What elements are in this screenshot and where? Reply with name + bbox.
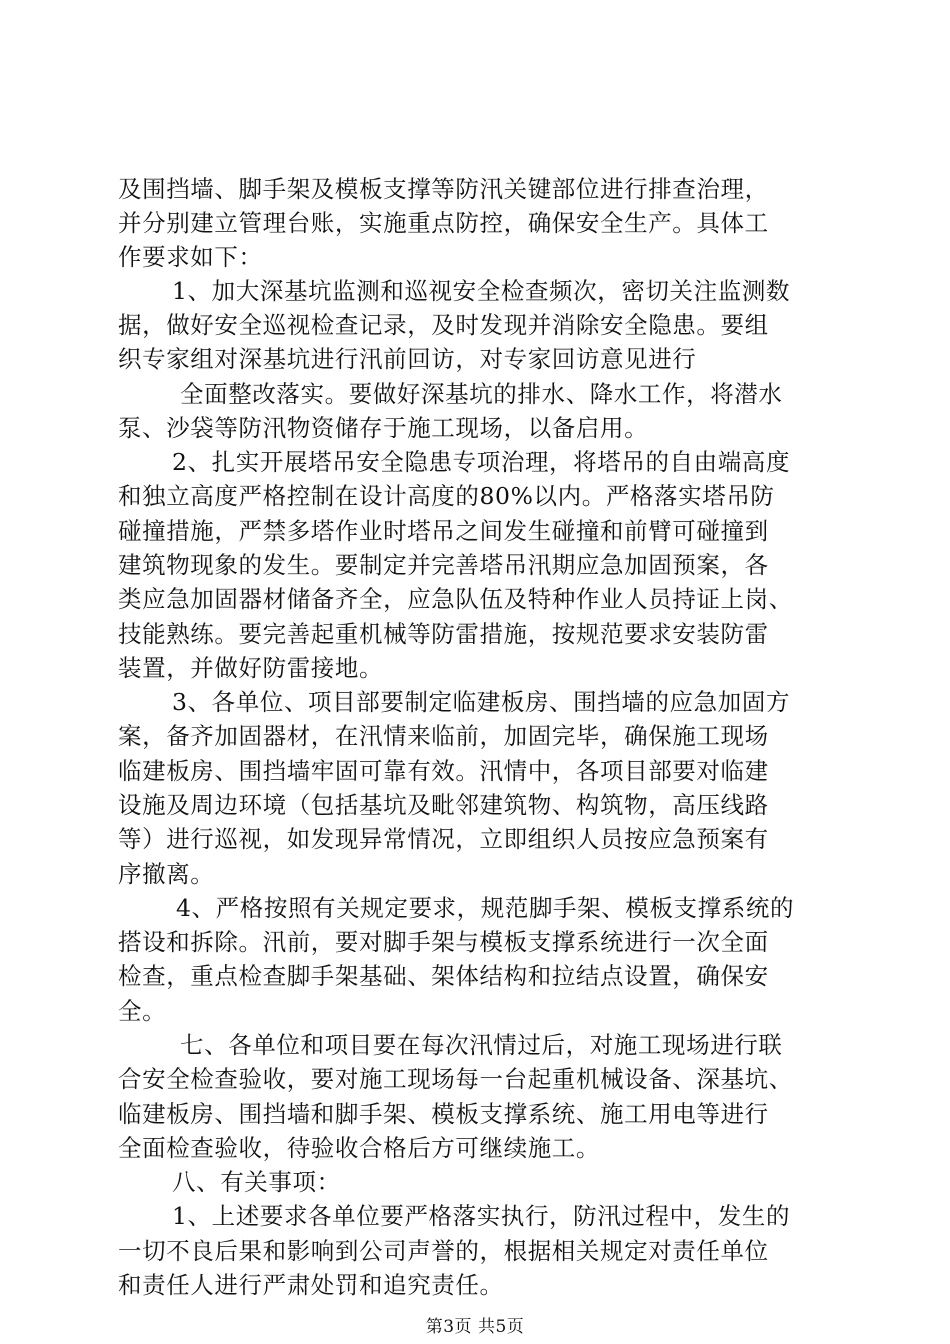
text-line: 及围挡墙、脚手架及模板支撑等防汛关键部位进行排查治理， <box>118 175 769 203</box>
text-line: 和独立高度严格控制在设计高度的80%以内。严格落实塔吊防 <box>118 482 775 510</box>
text-line: 检查，重点检查脚手架基础、架体结构和拉结点设置，确保安 <box>118 962 769 990</box>
text-line: 1、上述要求各单位要严格落实执行，防汛过程中，发生的 <box>172 1202 791 1230</box>
page-footer: 第3页 共5页 <box>425 1317 525 1337</box>
text-line: 织专家组对深基坑进行汛前回访，对专家回访意见进行 <box>118 345 697 373</box>
text-line: 合安全检查验收，要对施工现场每一台起重机械设备、深基坑、 <box>118 1065 793 1093</box>
text-line: 作要求如下： <box>118 243 263 271</box>
text-line: 临建板房、围挡墙和脚手架、模板支撑系统、施工用电等进行 <box>118 1100 769 1128</box>
text-line: 七、各单位和项目要在每次汛情过后，对施工现场进行联 <box>180 1031 783 1059</box>
text-line: 搭设和拆除。汛前，要对脚手架与模板支撑系统进行一次全面 <box>118 928 769 956</box>
text-line: 据，做好安全巡视检查记录，及时发现并消除安全隐患。要组 <box>118 311 769 339</box>
text-line: 序撤离。 <box>118 860 215 888</box>
text-line: 全面检查验收，待验收合格后方可继续施工。 <box>118 1134 600 1162</box>
text-line: 泵、沙袋等防汛物资储存于施工现场，以备启用。 <box>118 414 649 442</box>
text-line: 案，备齐加固器材，在汛情来临前，加固完毕，确保施工现场 <box>118 722 769 750</box>
text-line: 1、加大深基坑监测和巡视安全检查频次，密切关注监测数 <box>172 277 791 305</box>
text-line: 技能熟练。要完善起重机械等防雷措施，按规范要求安装防雷 <box>118 620 769 648</box>
text-line: 临建板房、围挡墙牢固可靠有效。汛情中，各项目部要对临建 <box>118 757 769 785</box>
text-line: 3、各单位、项目部要制定临建板房、围挡墙的应急加固方 <box>172 688 791 716</box>
text-line: 等）进行巡视，如发现异常情况，立即组织人员按应急预案有 <box>118 825 769 853</box>
text-line: 建筑物现象的发生。要制定并完善塔吊汛期应急加固预案，各 <box>118 551 769 579</box>
text-line: 并分别建立管理台账，实施重点防控，确保安全生产。具体工 <box>118 209 769 237</box>
text-line: 八、有关事项： <box>172 1168 341 1196</box>
text-line: 碰撞措施，严禁多塔作业时塔吊之间发生碰撞和前臂可碰撞到 <box>118 517 769 545</box>
text-line: 一切不良后果和影响到公司声誉的，根据相关规定对责任单位 <box>118 1237 769 1265</box>
text-line: 装置，并做好防雷接地。 <box>118 654 384 682</box>
text-line: 和责任人进行严肃处罚和追究责任。 <box>118 1271 504 1299</box>
text-line: 4、严格按照有关规定要求，规范脚手架、模板支撑系统的 <box>176 894 795 922</box>
text-line: 2、扎实开展塔吊安全隐患专项治理，将塔吊的自由端高度 <box>172 448 791 476</box>
text-line: 设施及周边环境（包括基坑及毗邻建筑物、构筑物，高压线路 <box>118 791 769 819</box>
text-line: 全。 <box>118 997 167 1025</box>
text-line: 类应急加固器材储备齐全，应急队伍及特种作业人员持证上岗、 <box>118 585 793 613</box>
text-line: 全面整改落实。要做好深基坑的排水、降水工作，将潜水 <box>180 380 783 408</box>
